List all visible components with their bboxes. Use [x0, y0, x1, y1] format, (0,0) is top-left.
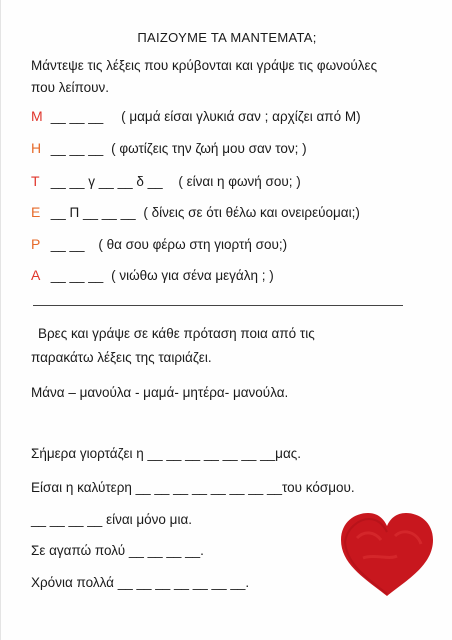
acrostic-letter: Μ: [31, 108, 43, 124]
acrostic-row: [31, 108, 361, 124]
acrostic-row: [31, 236, 287, 252]
acrostic-clue: ( δίνεις σε ότι θέλω και ονειρεύομαι;): [143, 205, 360, 220]
acrostic-blanks: __ __: [50, 237, 85, 252]
acrostic-letter: Ε: [31, 204, 41, 220]
sentence: Σε αγαπώ πολύ __ __ __ __.: [31, 543, 204, 558]
word-bank: Μάνα – μανούλα - μαμά- μητέρα- μανούλα.: [31, 385, 289, 400]
instructions-line-2: που λείπουν.: [31, 80, 110, 95]
sentence: Χρόνια πολλά __ __ __ __ __ __ __.: [31, 575, 250, 590]
acrostic-letter: Τ: [31, 173, 40, 189]
acrostic-letter: Ρ: [31, 236, 41, 252]
acrostic-blanks: __ __ __: [50, 109, 104, 124]
part2-line-1: Βρες και γράψε σε κάθε πρόταση ποια από τις: [38, 326, 315, 341]
acrostic-clue: ( θα σου φέρω στη γιορτή σου;): [98, 237, 288, 252]
acrostic-row: [31, 267, 274, 283]
sentence: __ __ __ __ είναι μόνο μια.: [31, 512, 193, 527]
acrostic-row: [31, 140, 307, 156]
acrostic-blanks: __ __ __: [50, 268, 104, 283]
acrostic-blanks: __ __ γ __ __ δ __: [50, 174, 163, 189]
acrostic-clue: ( νιώθω για σένα μεγάλη ; ): [111, 268, 274, 283]
sentence: Είσαι η καλύτερη __ __ __ __ __ __ __ __του κόσμου.: [31, 480, 355, 495]
sentence: Σήμερα γιορτάζει η __ __ __ __ __ __ __μας.: [31, 446, 302, 461]
acrostic-row: [31, 173, 301, 189]
page-title: ΠΑΙΖΟΥΜΕ ΤΑ ΜΑΝΤΕΜΑΤΑ;: [137, 30, 317, 45]
acrostic-blanks: __ Π __ __ __: [50, 205, 136, 220]
heart-icon: [337, 510, 437, 600]
acrostic-clue: ( είναι η φωνή σου; ): [178, 174, 301, 189]
instructions-line-1: Μάντεψε τις λέξεις που κρύβονται και γράψε τις φωνούλες: [31, 58, 378, 73]
acrostic-letter: Α: [31, 267, 41, 283]
divider-line: [33, 305, 403, 306]
acrostic-clue: ( μαμά είσαι γλυκιά σαν ; αρχίζει από Μ): [121, 109, 361, 124]
acrostic-blanks: __ __ __: [50, 141, 104, 156]
part2-line-2: παρακάτω λέξεις της ταιριάζει.: [31, 350, 212, 365]
acrostic-clue: ( φωτίζεις την ζωή μου σαν τον; ): [111, 141, 307, 156]
acrostic-row: [31, 204, 360, 220]
acrostic-letter: Η: [31, 140, 42, 156]
